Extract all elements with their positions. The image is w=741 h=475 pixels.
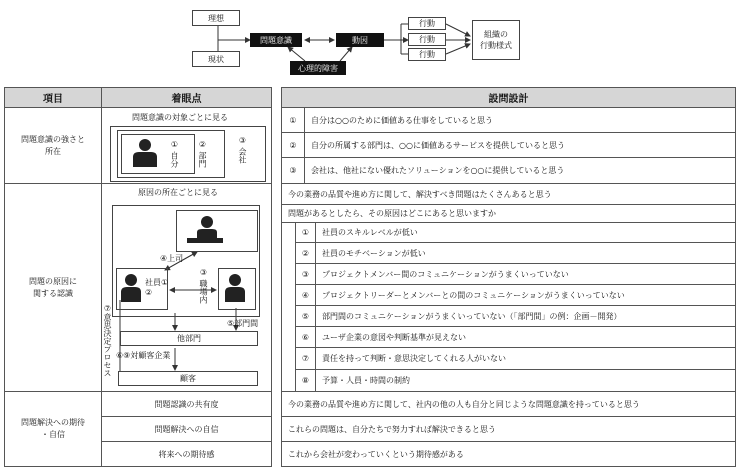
row1-focus-title: 問題意識の対象ごとに見る [132, 113, 228, 122]
cause-lead-1: 今の業務の品質や進め方に関して、解決すべき問題はたくさんあると思う [281, 183, 736, 205]
expect-2-text: これらの問題は、自分たちで努力すれば解決できると思う [281, 416, 736, 442]
expect-1-text: 今の業務の品質や進め方に関して、社内の他の人も自分と同じような問題意識を持っていると思う [281, 391, 736, 417]
cause-3-num: ③ [295, 263, 316, 285]
company-label: ③ 会社 [238, 136, 247, 164]
cause-8-text: 予算・人員・時間の制約 [315, 369, 736, 392]
colleague-icon [222, 272, 248, 308]
ideal-box: 理想 [192, 10, 240, 26]
other-dept-box: 他部門 [120, 331, 258, 346]
action-box-2: 行動 [408, 33, 446, 46]
q3-text: 会社は、他社にない優れたソリューションを○○に提供していると思う [304, 157, 736, 184]
q3-num: ③ [281, 157, 305, 184]
customer-rel-label: ⑥⑨対顧客企業 [116, 351, 171, 360]
q1-text: 自分は○○のために価値ある仕事をしていると思う [304, 107, 736, 133]
row2-focus-title: 原因の所在ごとに見る [138, 188, 218, 197]
cause-7-text: 責任を持って判断・意思決定してくれる人がいない [315, 347, 736, 370]
problem-awareness-box: 問題意識 [250, 33, 302, 47]
cause-6-text: ユーザ企業の意図や判断基準が見えない [315, 326, 736, 348]
row3-item: 問題解決への期待 ・自信 [4, 391, 102, 467]
q1-num: ① [281, 107, 305, 133]
cause-1-text: 社員のスキルレベルが低い [315, 222, 736, 243]
row3-focus-3: 将来への期待感 [101, 441, 272, 467]
psych-barrier-box: 心理的障害 [290, 61, 346, 75]
cause-2-text: 社員のモチベーションが低い [315, 242, 736, 264]
col-header-item: 項目 [4, 87, 102, 108]
workplace-label: ③ 職場内 [199, 268, 208, 304]
row1-item: 問題意識の強さと 所在 [4, 107, 102, 184]
cause-1-num: ① [295, 222, 316, 243]
cause-6-num: ⑥ [295, 326, 316, 348]
cause-4-text: プロジェクトリーダーとメンバーとの間のコミュニケーションがうまくいっていない [315, 284, 736, 306]
col-header-focus: 着眼点 [101, 87, 272, 108]
cause-8-num: ⑧ [295, 369, 316, 392]
cause-lead-2: 問題があるとしたら、その原因はどこにあると思いますか [281, 204, 736, 223]
decision-process-label: ⑦意思決定プロセス [103, 304, 112, 377]
cause-4-num: ④ [295, 284, 316, 306]
q2-text: 自分の所属する部門は、○○に価値あるサービスを提供していると思う [304, 132, 736, 158]
cause-5-text: 部門間のコミュニケーションがうまくいっていない（「部門間」の例：企画－開発） [315, 305, 736, 327]
action-box-1: 行動 [408, 17, 446, 30]
col-header-question-design: 設問設計 [281, 87, 736, 108]
action-box-3: 行動 [408, 48, 446, 61]
self-label: ① 自分 [170, 140, 179, 168]
dept-label: ② 部門 [198, 140, 207, 168]
boss-icon [185, 214, 225, 250]
org-behavior-box: 組織の 行動様式 [472, 20, 520, 60]
inter-dept-label: ⑤部門間 [227, 319, 259, 328]
motivation-box: 動因 [336, 33, 384, 47]
expect-3-text: これから会社が変わっていくという期待感がある [281, 441, 736, 467]
row2-item: 問題の原因に 関する認識 [4, 183, 102, 392]
row3-focus-1: 問題認識の共有度 [101, 391, 272, 417]
cause-7-num: ⑦ [295, 347, 316, 370]
q2-num: ② [281, 132, 305, 158]
row3-focus-2: 問題解決への自信 [101, 416, 272, 442]
customer-box: 顧客 [118, 371, 258, 386]
cause-left-rail [281, 222, 296, 392]
staff-label: 社員① ② [145, 278, 169, 297]
cause-2-num: ② [295, 242, 316, 264]
cause-5-num: ⑤ [295, 305, 316, 327]
staff-icon [119, 272, 145, 308]
boss-label: ④上司 [160, 254, 184, 263]
cause-3-text: プロジェクトメンバー間のコミュニケーションがうまくいっていない [315, 263, 736, 285]
person-icon [130, 137, 160, 173]
current-box: 現状 [192, 51, 240, 67]
